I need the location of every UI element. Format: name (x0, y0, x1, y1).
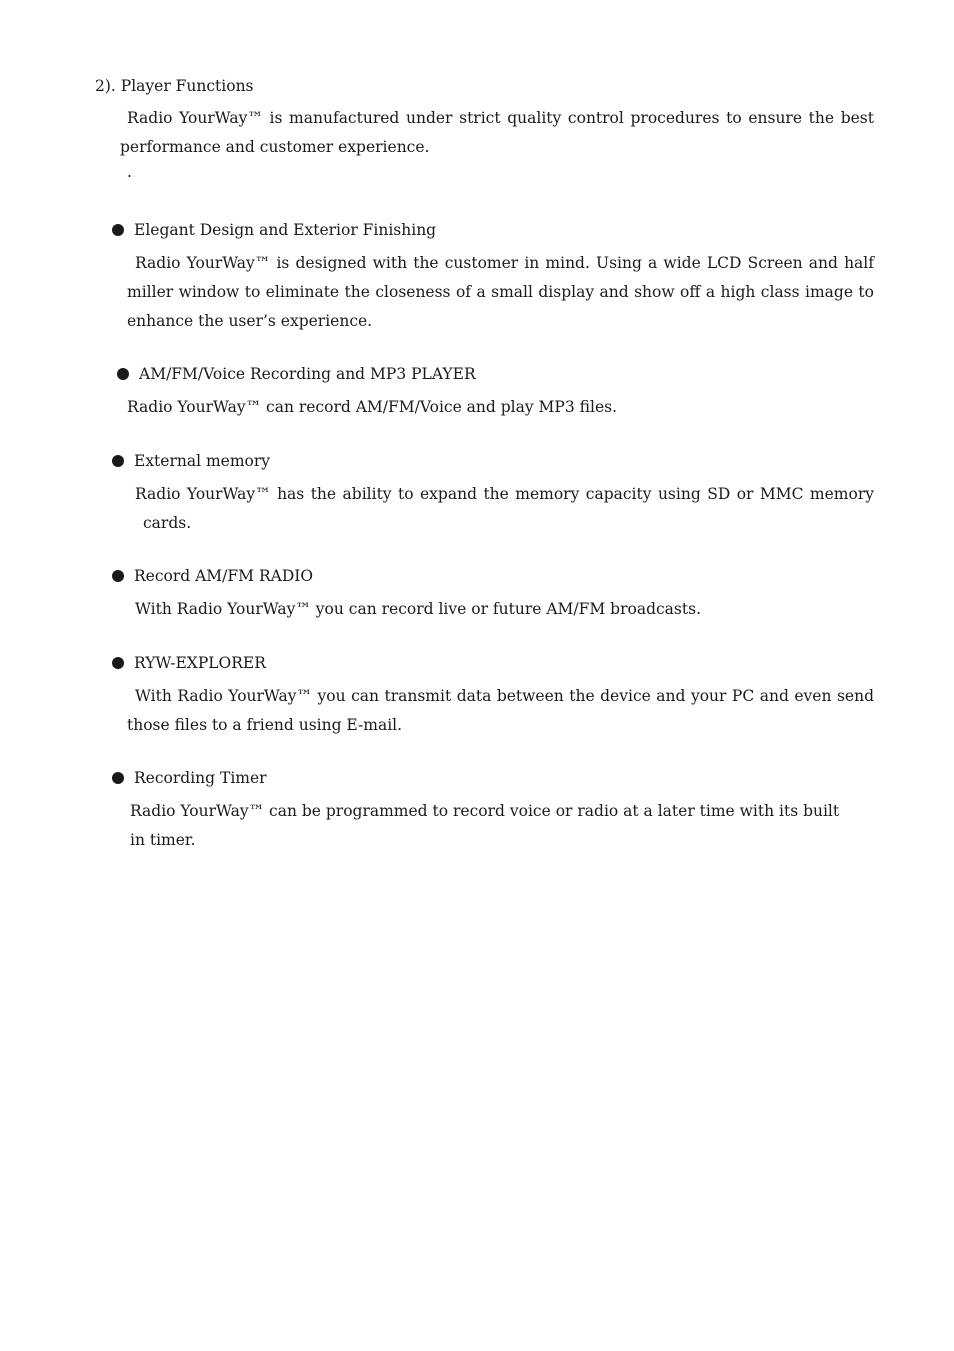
feature-description: With Radio YourWay™ you can transmit data between the device and your PC and even send those files to a friend using E-mail. (127, 687, 874, 734)
feature-description: Radio YourWay™ is designed with the customer in mind. Using a wide LCD Screen and half miller window to eliminate the closeness of a small display and show off a high class image to enhance the user’s experience. (127, 254, 874, 330)
feature-ryw-explorer (112, 653, 874, 740)
feature-title: External memory (134, 452, 271, 470)
bullet-icon (112, 772, 124, 784)
feature-title: Recording Timer (134, 769, 267, 787)
feature-external-memory (112, 451, 874, 538)
feature-description: Radio YourWay™ can be programmed to record voice or radio at a later time with its built in timer. (130, 802, 840, 849)
feature-description: With Radio YourWay™ you can record live or future AM/FM broadcasts. (135, 600, 701, 618)
intro-paragraph (120, 104, 874, 162)
feature-record-radio (112, 566, 874, 624)
intro-line-1: Radio YourWay™ is manufactured under strict quality control procedures to ensure the best (127, 109, 874, 127)
intro-line-2: performance and customer experience. (120, 138, 430, 156)
bullet-icon (112, 224, 124, 236)
bullet-icon (112, 570, 124, 582)
feature-title: RYW-EXPLORER (134, 654, 266, 672)
feature-elegant-design (112, 220, 874, 336)
feature-title: Elegant Design and Exterior Finishing (134, 221, 437, 239)
feature-recording-mp3 (117, 364, 874, 422)
feature-title: AM/FM/Voice Recording and MP3 PLAYER (139, 365, 476, 383)
feature-description: Radio YourWay™ can record AM/FM/Voice and play MP3 files. (127, 398, 617, 416)
section-heading: 2). Player Functions (95, 77, 254, 95)
stray-mark: . (127, 163, 132, 181)
bullet-icon (112, 657, 124, 669)
feature-recording-timer (112, 768, 852, 855)
bullet-icon (112, 455, 124, 467)
bullet-icon (117, 368, 129, 380)
feature-title: Record AM/FM RADIO (134, 567, 314, 585)
feature-description: Radio YourWay™ has the ability to expand the memory capacity using SD or MMC memory cards. (135, 485, 874, 532)
